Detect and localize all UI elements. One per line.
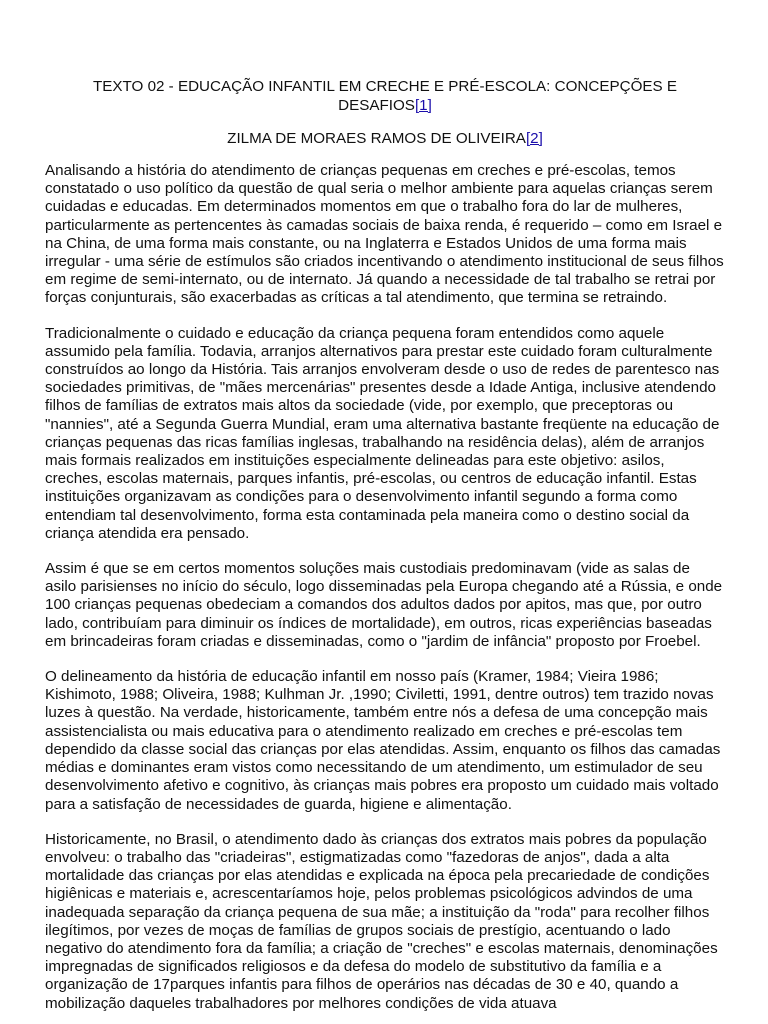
author-line: [45, 129, 725, 148]
document-page: [45, 77, 725, 1013]
paragraph-1: Analisando a história do atendimento de crianças pequenas em creches e pré-escolas, temos constatado o uso político da questão de qual seria o melhor ambiente para aquelas crianças serem cuidadas e educadas. Em determinados momentos em que o trabalho fora do lar de mulheres, particularmente as pertencentes às camadas sociais de baixa renda, é requerido – como em Israel e na China, de uma forma mais constante, ou na Inglaterra e Estados Unidos de uma forma mais irregular - uma série de estímulos são criados incentivando o atendimento institucional de seus filhos em regime de semi-internato, ou de internato. Já quando a necessidade de tal trabalho se retrai por forças conjunturais, são exacerbadas as críticas a tal atendimento, que termina se retraindo.: [45, 162, 724, 307]
document-title: TEXTO 02 - EDUCAÇÃO INFANTIL EM CRECHE E PRÉ-ESCOLA: CONCEPÇÕES E DESAFIOS: [93, 78, 677, 114]
author-footnote-link[interactable]: [2]: [525, 130, 543, 147]
paragraph-2: Tradicionalmente o cuidado e educação da criança pequena foram entendidos como aquele assumido pela família. Todavia, arranjos alternativos para prestar este cuidado foram culturalmente construídos ao longo da História. Tais arranjos envolveram desde o uso de redes de parentesco nas sociedades primitivas, de "mães mercenárias" presentes desde a Idade Antiga, inclusive atendendo filhos de famílias de extratos mais altos da sociedade (vide, por exemplo, que preceptoras ou "nannies", até a Segunda Guerra Mundial, eram uma alternativa bastante freqüente na educação de crianças pequenas das ricas famílias inglesas, trabalhando na residência delas), além de arranjos mais formais realizados em instituições especialmente delineadas para este objetivo: asilos, creches, escolas maternais, parques infantis, pré-escolas, ou centros de educação infantil. Estas instituições organizavam as condições para o desenvolvimento infantil segundo a forma como entendiam tal desenvolvimento, forma esta contaminada pela maneira como o destino social da criança atendida era pensado.: [45, 324, 720, 542]
author-name: ZILMA DE MORAES RAMOS DE OLIVEIRA: [227, 130, 526, 147]
title-footnote-link[interactable]: [1]: [414, 97, 432, 114]
document-title-block: [45, 77, 725, 115]
paragraph-4: O delineamento da história de educação infantil em nosso país (Kramer, 1984; Vieira 1986; Kishimoto, 1988; Oliveira, 1988; Kulhman Jr. ,1990; Civiletti, 1991, dentre outros) tem trazido novas luzes à questão. Na verdade, historicamente, também entre nós a defesa de uma concepção mais assistencialista ou mais educativa para o atendimento realizado em creches e pré-escolas tem dependido da classe social das crianças por elas atendidas. Assim, enquanto os filhos das camadas médias e dominantes eram vistos como necessitando de um atendimento, um estimulador de seu desenvolvimento afetivo e cognitivo, às crianças mais pobres era proposto um cuidado mais voltado para a satisfação de necessidades de guarda, higiene e alimentação.: [45, 668, 721, 813]
paragraph-5: Historicamente, no Brasil, o atendimento dado às crianças dos extratos mais pobres da população envolveu: o trabalho das "criadeiras", estigmatizadas como "fazedoras de anjos", dada a alta mortalidade das crianças por elas atendidas e explicada na época pela precariedade de condições higiênicas e materiais e, acrescentaríamos hoje, pelos problemas psicológicos advindos de uma inadequada separação da criança pequena de sua mãe; a instituição da "roda" para recolher filhos ilegítimos, por vezes de moças de famílias de grupos sociais de prestígio, acentuando o lado negativo do atendimento fora da família; a criação de "creches" e escolas maternais, denominações impregnadas de significados religiosos e da defesa do modelo de substitutivo da família e a organização de 17parques infantis para filhos de operários nas décadas de 30 e 40, quando a mobilização daqueles trabalhadores por melhores condições de vida atuava: [45, 830, 718, 1012]
paragraph-3: Assim é que se em certos momentos soluções mais custodiais predominavam (vide as salas de asilo parisienses no início do século, logo disseminadas pela Europa chegando até a Rússia, e onde 100 crianças pequenas obedeciam a comandos dos adultos dados por apitos, mas que, por outro lado, contribuíam para diminuir os índices de mortalidade), em outros, ricas experiências baseadas em brincadeiras foram criadas e disseminadas, como o "jardim de infância" proposto por Froebel.: [45, 560, 723, 650]
